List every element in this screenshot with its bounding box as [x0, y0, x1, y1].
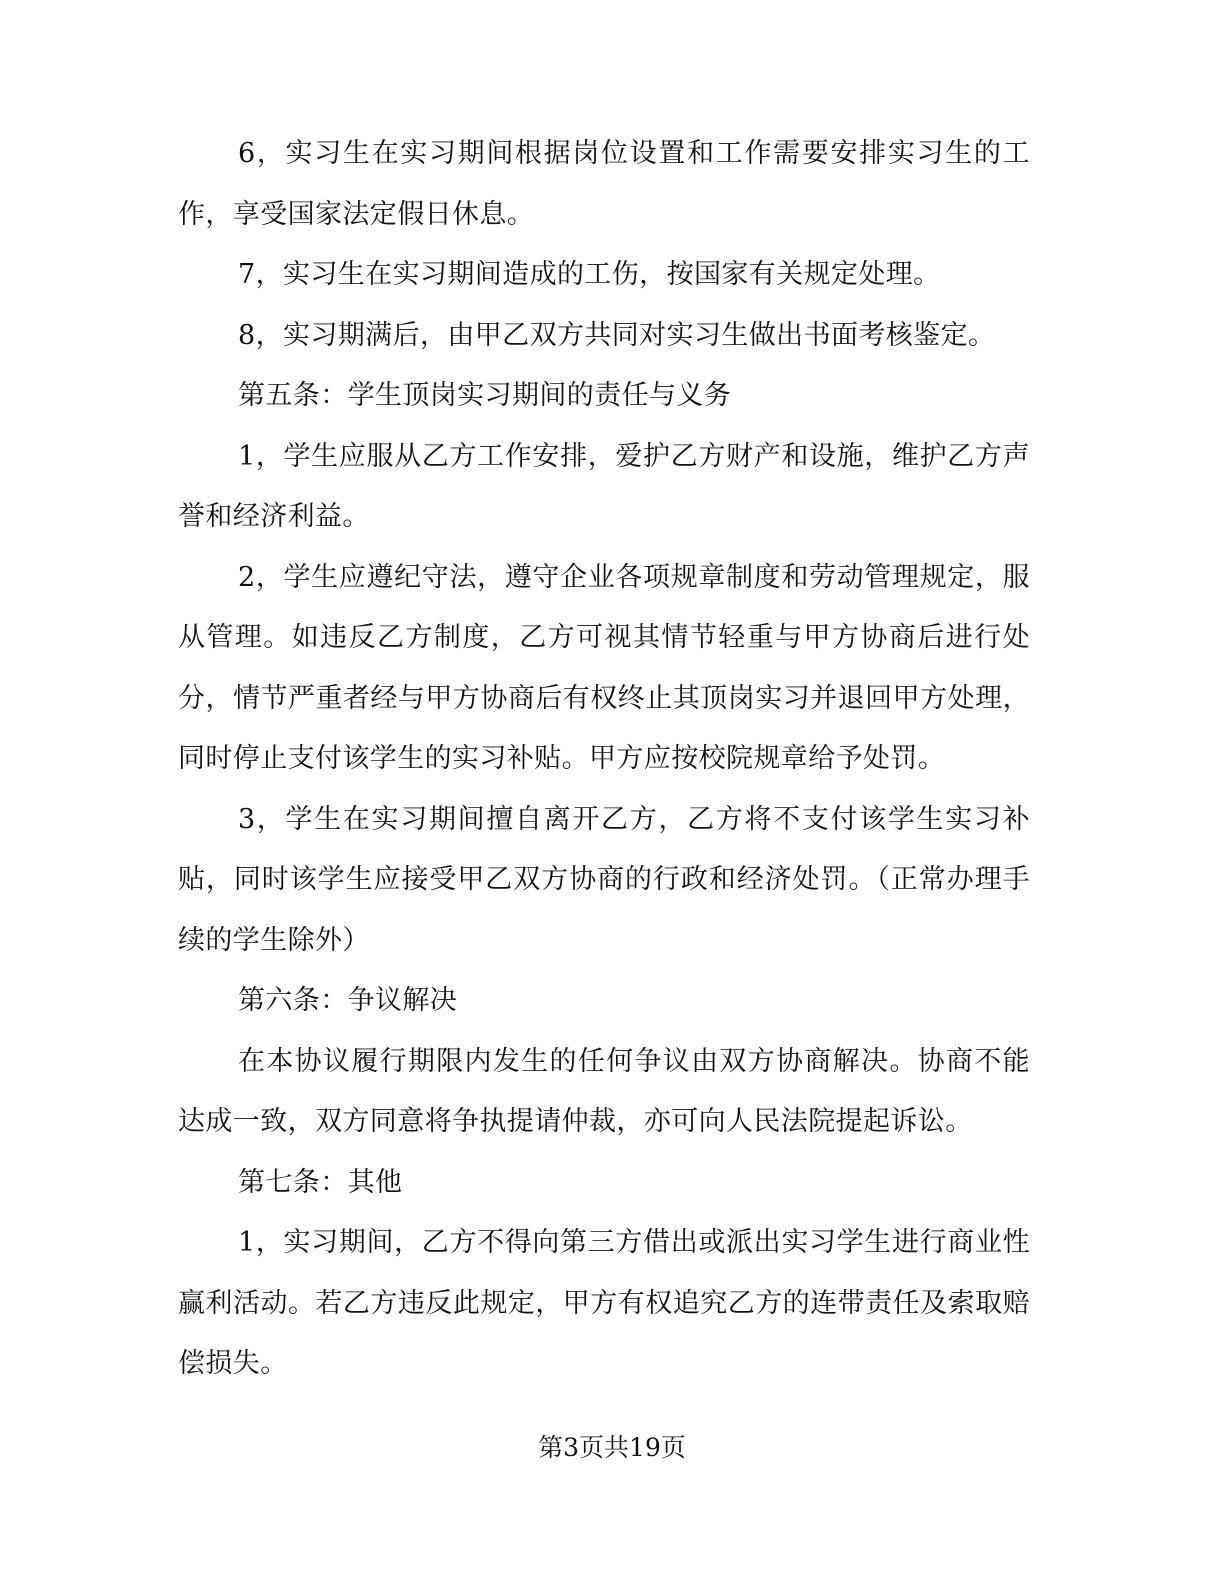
section-heading-article-5: 第五条：学生顶岗实习期间的责任与义务	[238, 380, 732, 411]
document-body	[178, 124, 1030, 1395]
section-heading-article-7: 第七条：其他	[238, 1166, 403, 1198]
paragraph-article-5-item-1: 1，学生应服从乙方工作安排，爱护乙方财产和设施，维护乙方声誉和经济利益。	[178, 440, 1030, 532]
section-heading-article-6: 第六条：争议解决	[238, 985, 458, 1016]
paragraph-article-7-item-1: 1，实习期间，乙方不得向第三方借出或派出实习学生进行商业性赢利活动。若乙方违反此规定，甲方有权追究乙方的连带责任及索取赔偿损失。	[178, 1227, 1030, 1379]
paragraph-item-7: 7，实习生在实习期间造成的工伤，按国家有关规定处理。	[238, 259, 941, 290]
paragraph-article-6-body: 在本协议履行期限内发生的任何争议由双方协商解决。协商不能达成一致，双方同意将争执提请仲裁，亦可向人民法院提起诉讼。	[178, 1045, 1030, 1137]
page-number-footer: 第3页共19页	[538, 1433, 686, 1462]
paragraph-article-5-item-2: 2，学生应遵纪守法，遵守企业各项规章制度和劳动管理规定，服从管理。如违反乙方制度，乙方可视其情节轻重与甲方协商后进行处分，情节严重者经与甲方协商后有权终止其顶岗实习并退回甲方处理，同时停止支付该学生的实习补贴。甲方应按校院规章给予处罚。	[178, 561, 1030, 774]
paragraph-item-8: 8，实习期满后，由甲乙双方共同对实习生做出书面考核鉴定。	[238, 319, 996, 351]
paragraph-article-5-item-3: 3，学生在实习期间擅自离开乙方，乙方将不支付该学生实习补贴，同时该学生应接受甲乙双方协商的行政和经济处罚。（正常办理手续的学生除外）	[178, 803, 1030, 956]
paragraph-item-6: 6，实习生在实习期间根据岗位设置和工作需要安排实习生的工作，享受国家法定假日休息。	[178, 138, 1030, 230]
